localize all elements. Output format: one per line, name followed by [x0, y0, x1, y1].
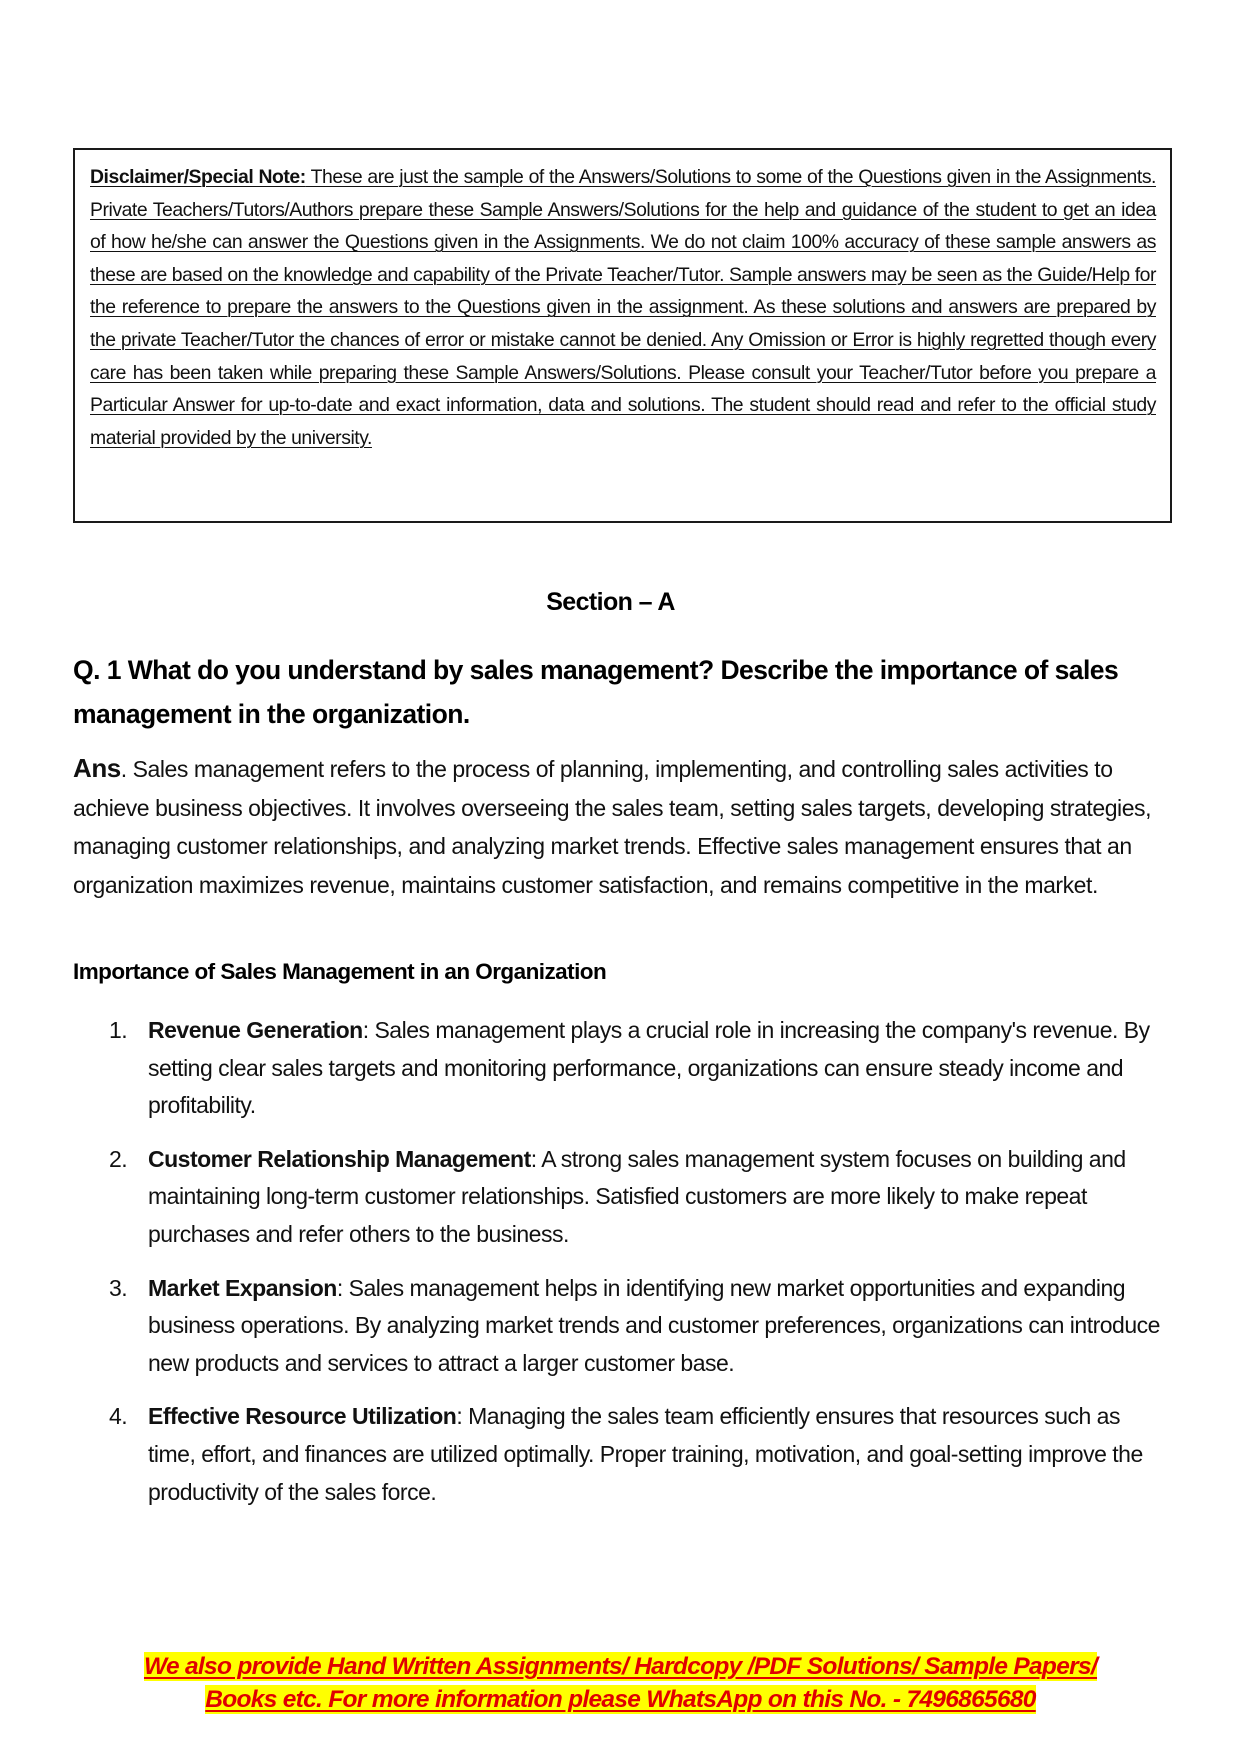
disclaimer-lead: Disclaimer/Special Note: — [90, 166, 306, 188]
list-item-term: Customer Relationship Management — [148, 1145, 531, 1172]
importance-heading: Importance of Sales Management in an Organization — [73, 959, 607, 984]
answer-paragraph — [73, 749, 1153, 904]
list-item-text: : Managing the sales team efficiently ensures that resources such as time, effort, and finances are utilized optimally. Proper training, motivation, and goal-setting improve the productivity of the sales force. — [148, 1403, 1143, 1505]
list-item-number: 4. — [109, 1403, 128, 1430]
list-item — [73, 1270, 1163, 1383]
list-item — [73, 1398, 1163, 1511]
answer-label: Ans — [73, 753, 121, 783]
disclaimer-text — [90, 161, 1156, 454]
footer-promo — [0, 1650, 1241, 1716]
disclaimer-box — [73, 148, 1172, 523]
list-item-text: : Sales management plays a crucial role in increasing the company's revenue. By setting clear sales targets and monitoring performance, organizations can ensure steady income and profitability. — [148, 1017, 1150, 1119]
list-item-term: Revenue Generation — [148, 1017, 363, 1043]
list-item-text: : A strong sales management system focuses on building and maintaining long-term customer relationships. Satisfied customers are more likely to make repeat purchases and refer others to the business. — [148, 1145, 1126, 1247]
list-item-number: 2. — [109, 1145, 128, 1172]
list-item — [73, 1141, 1163, 1254]
list-item-term: Market Expansion — [148, 1274, 337, 1301]
answer-text: . Sales management refers to the process of planning, implementing, and controlling sales activities to achieve business objectives. It involves overseeing the sales team, setting sales targets, developing strategies, managing customer relationships, and analyzing market trends. Effective sales management ensures that an organization maximizes revenue, maintains customer satisfaction, and remains competitive in the market. — [73, 756, 1152, 898]
list-item-number: 3. — [109, 1274, 128, 1301]
footer-promo-line-1: We also provide Hand Written Assignments/ Hardcopy /PDF Solutions/ Sample Papers/ — [143, 1653, 1097, 1680]
list-item — [73, 1012, 1163, 1125]
list-item-number: 1. — [109, 1017, 128, 1043]
footer-promo-line-2: Books etc. For more information please WhatsApp on this No. - 7496865680 — [205, 1686, 1036, 1713]
disclaimer-body: These are just the sample of the Answers/Solutions to some of the Questions given in the Assignments. Private Teachers/Tutors/Authors prepare these Sample Answers/Solutions for the help and guidance of the student to get an idea of how he/she can answer the Questions given in the Assignments. We do not claim 100% accuracy of these sample answers as these are based on the knowledge and capability of the Private Teacher/Tutor. Sample answers may be seen as the Guide/Help for the reference to prepare the answers to the Questions given in the assignment. As these solutions and answers are prepared by the private Teacher/Tutor the chances of error or mistake cannot be denied. Any Omission or Error is highly regretted though every care has been taken while preparing these Sample Answers/Solutions. Please consult your Teacher/Tutor before you prepare a Particular Answer for up-to-date and exact information, data and solutions. The student should read and refer to the official study material provided by the university. — [90, 166, 1156, 449]
list-item-text: : Sales management helps in identifying new market opportunities and expanding business operations. By analyzing market trends and customer preferences, organizations can introduce new products and services to attract a larger customer base. — [148, 1274, 1160, 1376]
importance-list — [73, 1012, 1163, 1527]
list-item-term: Effective Resource Utilization — [148, 1403, 457, 1430]
question-title: Q. 1 What do you understand by sales management? Describe the importance of sales management in the organization. — [73, 655, 1119, 729]
section-heading: Section – A — [546, 588, 675, 616]
